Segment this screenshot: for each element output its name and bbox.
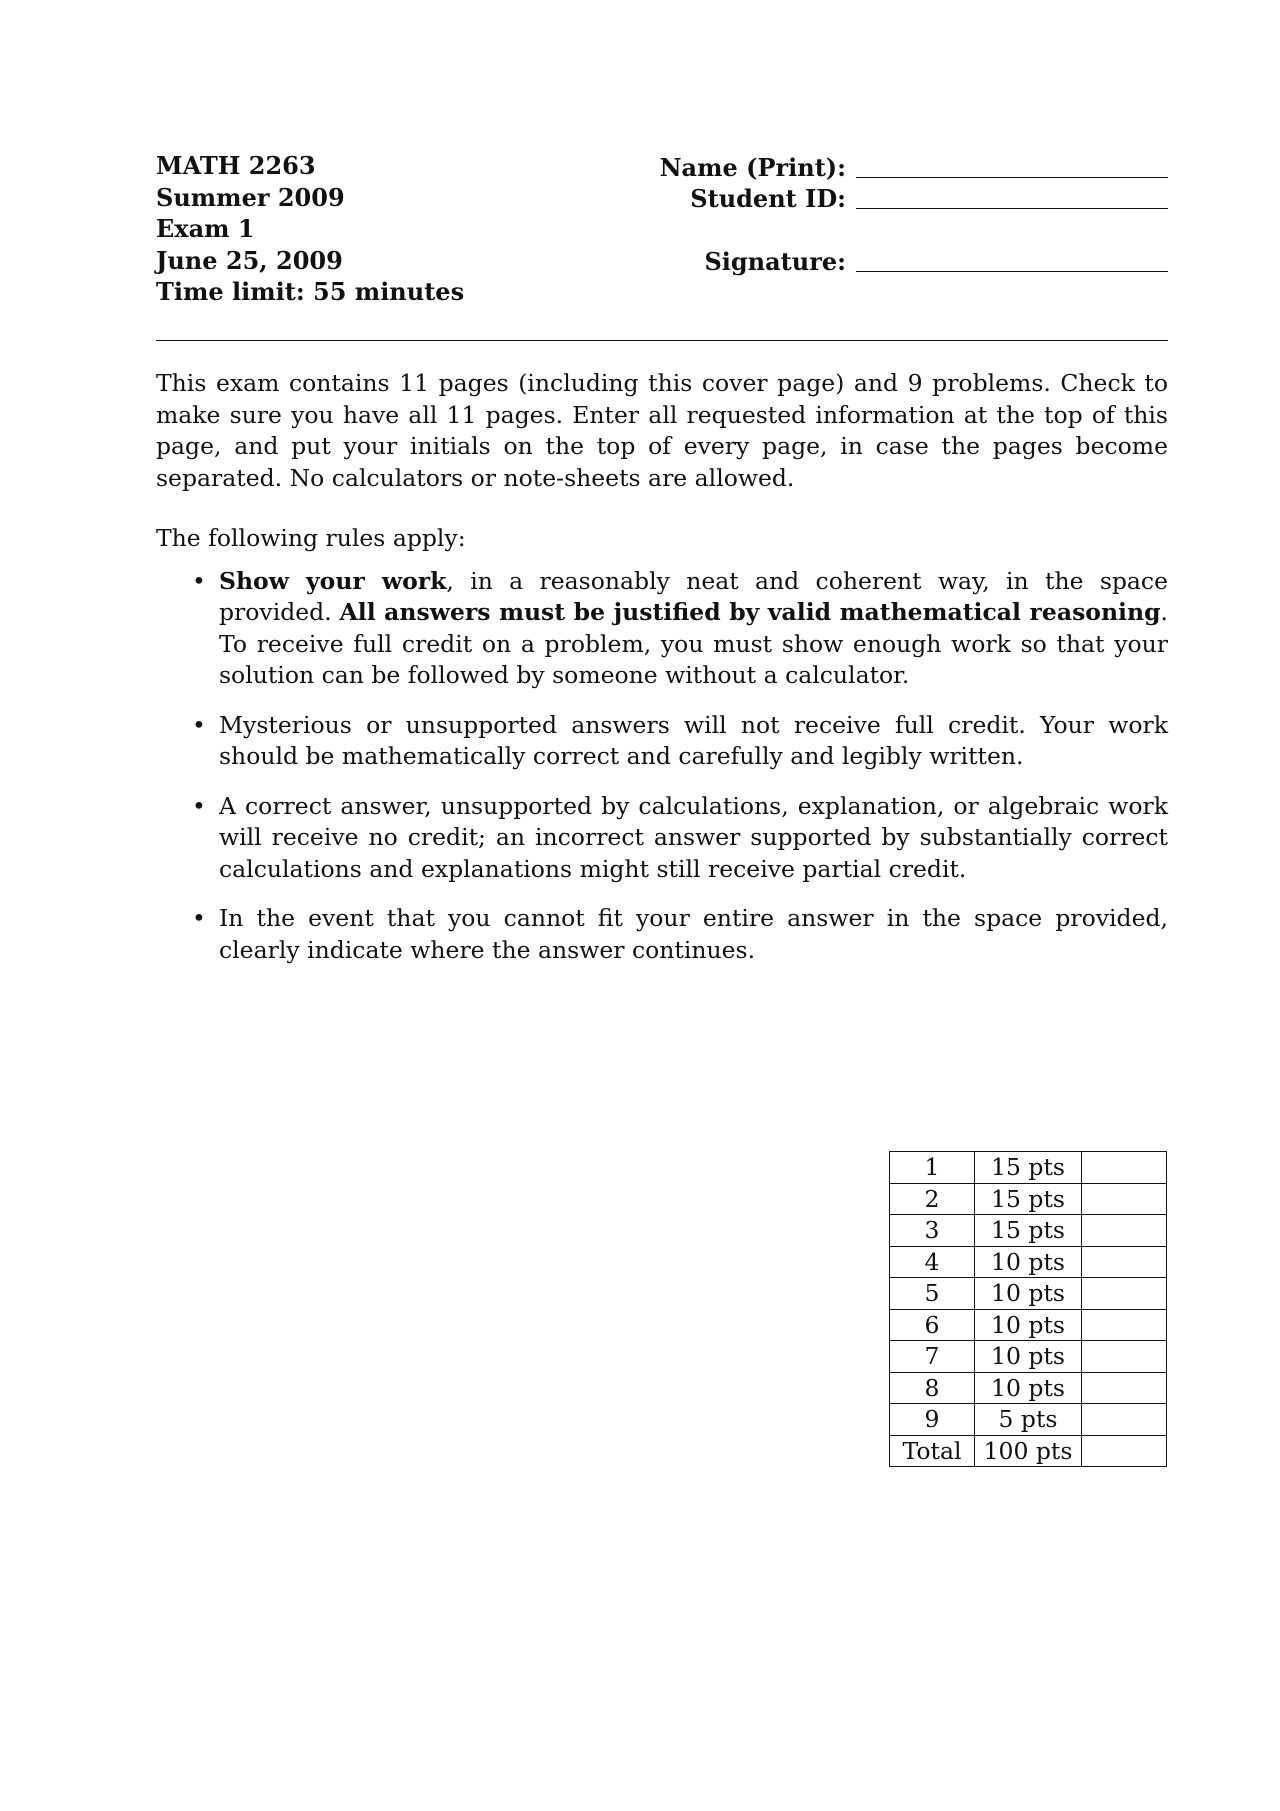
problem-points: 15 pts xyxy=(975,1152,1082,1184)
problem-points: 5 pts xyxy=(975,1404,1082,1436)
student-id-field[interactable] xyxy=(856,184,1168,209)
table-row xyxy=(890,1183,1167,1215)
exam-header xyxy=(156,150,1168,322)
problem-points: 10 pts xyxy=(975,1246,1082,1278)
signature-field[interactable] xyxy=(856,247,1168,272)
score-cell xyxy=(1082,1215,1167,1247)
bullet-icon: • xyxy=(192,710,206,739)
problem-points: 10 pts xyxy=(975,1341,1082,1373)
problem-number: 9 xyxy=(890,1404,975,1436)
rule-item xyxy=(156,903,1168,966)
table-row xyxy=(890,1341,1167,1373)
rule-item xyxy=(156,791,1168,886)
table-row xyxy=(890,1152,1167,1184)
total-label: Total xyxy=(890,1435,975,1467)
problem-number: 1 xyxy=(890,1152,975,1184)
score-cell xyxy=(1082,1372,1167,1404)
student-info-fields xyxy=(648,150,1168,276)
course-info xyxy=(156,150,464,308)
signature-label: Signature: xyxy=(704,247,846,276)
student-id-label: Student ID: xyxy=(690,184,846,213)
bullet-icon: • xyxy=(192,566,206,595)
intro-paragraph: This exam contains 11 pages (including this cover page) and 9 problems. Check to make sure you have all 11 pages. Enter all requested information at the top of this page, and put your initials on the top of every page, in case the pages become separated. No calculators or note-sheets are allowed. xyxy=(156,369,1168,492)
problem-points: 15 pts xyxy=(975,1215,1082,1247)
score-cell xyxy=(1082,1404,1167,1436)
score-cell xyxy=(1082,1278,1167,1310)
table-row xyxy=(890,1372,1167,1404)
score-cell xyxy=(1082,1183,1167,1215)
instructions xyxy=(156,368,1168,984)
problem-number: 7 xyxy=(890,1341,975,1373)
problem-number: 3 xyxy=(890,1215,975,1247)
problem-points: 10 pts xyxy=(975,1309,1082,1341)
signature-row xyxy=(648,245,1168,277)
table-row xyxy=(890,1309,1167,1341)
exam-title: Exam 1 xyxy=(156,214,255,243)
exam-date: June 25, 2009 xyxy=(156,245,343,275)
rules-list xyxy=(156,566,1168,967)
table-row xyxy=(890,1246,1167,1278)
table-row-total xyxy=(890,1435,1167,1467)
problem-number: 8 xyxy=(890,1372,975,1404)
time-limit: Time limit: 55 minutes xyxy=(156,277,465,306)
score-cell xyxy=(1082,1152,1167,1184)
course-number: MATH 2263 xyxy=(156,151,316,180)
rule-bold-text: Show your work xyxy=(219,566,447,595)
rule-text: . To receive full credit on a problem, you must show enough work so that your solution can be followed by someone without a calculator. xyxy=(219,598,1168,689)
name-row xyxy=(648,150,1168,182)
problem-number: 4 xyxy=(890,1246,975,1278)
bullet-icon: • xyxy=(192,904,206,932)
table-row xyxy=(890,1278,1167,1310)
header-divider xyxy=(156,340,1168,341)
problem-points: 10 pts xyxy=(975,1278,1082,1310)
problem-points: 10 pts xyxy=(975,1372,1082,1404)
rule-item xyxy=(156,710,1168,773)
problem-points: 15 pts xyxy=(975,1183,1082,1215)
rule-item xyxy=(156,566,1168,692)
problem-number: 6 xyxy=(890,1309,975,1341)
rules-heading: The following rules apply: xyxy=(156,524,466,552)
problem-number: 2 xyxy=(890,1183,975,1215)
rule-bold-text: All answers must be justified by valid mathematical reasoning xyxy=(339,598,1161,626)
problem-number: 5 xyxy=(890,1278,975,1310)
name-field[interactable] xyxy=(856,153,1168,178)
score-table xyxy=(889,1151,1167,1467)
table-row xyxy=(890,1215,1167,1247)
score-cell xyxy=(1082,1246,1167,1278)
term: Summer 2009 xyxy=(156,182,345,212)
name-label: Name (Print): xyxy=(659,152,846,182)
score-cell xyxy=(1082,1309,1167,1341)
rule-text: Mysterious or unsupported answers will not receive full credit. Your work should be mathematically correct and carefully and legibly written. xyxy=(219,710,1168,770)
student-id-row xyxy=(648,182,1168,214)
rule-text: , in a reasonably neat and coherent way, in the space provided. xyxy=(219,566,1168,626)
exam-cover-page xyxy=(156,150,1168,964)
bullet-icon: • xyxy=(192,791,206,820)
table-row xyxy=(890,1404,1167,1436)
rule-text: A correct answer, unsupported by calculations, explanation, or algebraic work will receive no credit; an incorrect answer supported by substantially correct calculations and explanations might still receive partial credit. xyxy=(219,791,1168,883)
rule-text: In the event that you cannot fit your entire answer in the space provided, clearly indicate where the answer continues. xyxy=(219,904,1168,964)
total-score-cell xyxy=(1082,1435,1167,1467)
total-points: 100 pts xyxy=(975,1435,1082,1467)
score-cell xyxy=(1082,1341,1167,1373)
